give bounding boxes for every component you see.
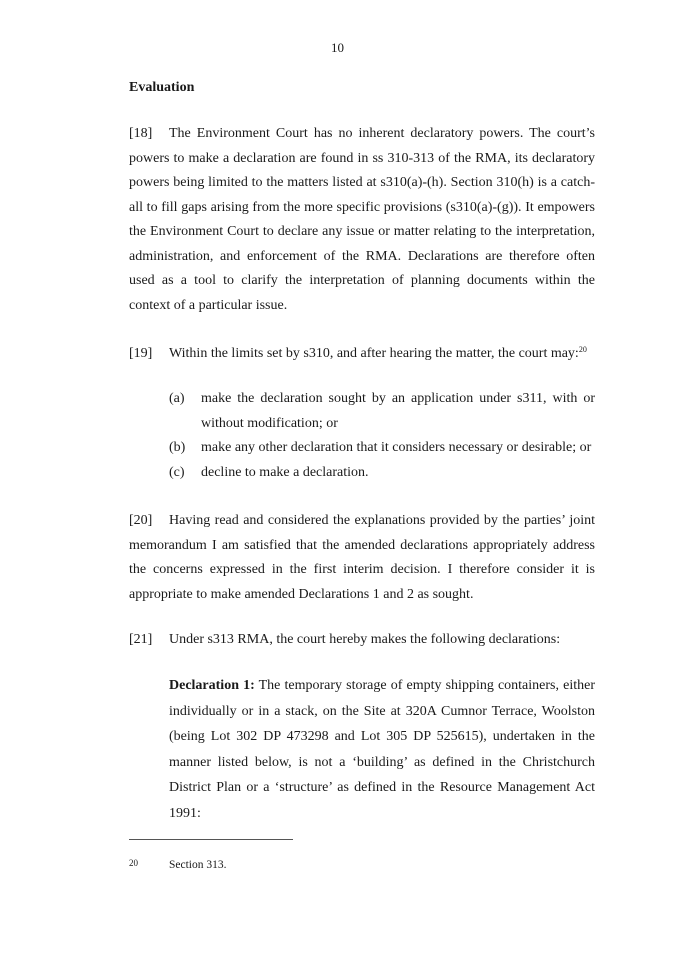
paragraph-18 [129,122,595,318]
list-item-label: (b) [169,440,186,455]
paragraph-text: The Environment Court has no inherent declaratory powers. The court’s powers to make a declaration are found in ss 310-313 of the RMA, its declaratory powers being limited to the matters listed at s310(a)-(h). Section 310(h) is a catch-all to fill gaps arising from the more specific provisions (s310(a)-(g)). It empowers the Environment Court to declare any issue or matter relating to the interpretation, administration, and enforcement of the RMA. Declarations are therefore often used as a tool to clarify the interpretation of planning documents within the context of a particular issue. [129,126,595,313]
paragraph-text: Having read and considered the explanations provided by the parties’ joint memorandum I am satisfied that the amended declarations appropriately address the concerns expressed in the first interim decision. I therefore consider it is appropriate to make amended Declarations 1 and 2 as sought. [129,513,595,602]
footnote [129,858,227,871]
paragraph-number: [18] [129,126,153,141]
paragraph-text: Within the limits set by s310, and after hearing the matter, the court may: [169,346,579,361]
footnote-text: Section 313. [169,859,227,871]
list-item-text: make the declaration sought by an application under s311, with or without modification; or [201,391,595,431]
section-heading: Evaluation [129,80,195,95]
paragraph-number: [20] [129,513,153,528]
paragraph-number: [19] [129,346,153,361]
footnote-divider [129,839,293,840]
footnote-reference[interactable]: 20 [578,345,587,354]
paragraph-19 [129,342,595,367]
declaration-title: Declaration 1: [169,678,255,693]
options-list [169,387,595,485]
paragraph-text: Under s313 RMA, the court hereby makes the following declarations: [169,632,561,647]
list-item-label: (c) [169,464,185,480]
footnote-number: 20 [129,858,138,868]
list-item-label: (a) [169,391,185,406]
list-item-text: decline to make a declaration. [201,464,369,480]
list-item-text: make any other declaration that it considers necessary or desirable; or [201,440,592,455]
declaration-1 [169,673,595,826]
list-item [169,387,595,436]
list-item [169,461,595,486]
declaration-text: The temporary storage of empty shipping containers, either individually or in a stack, on the Site at 320A Cumnor Terrace, Woolston (being Lot 302 DP 473298 and Lot 305 DP 525615), undertaken in the manner listed below, is not a ‘building’ as defined in the Christchurch District Plan or a ‘structure’ as defined in the Resource Management Act 1991: [169,678,595,821]
paragraph-number: [21] [129,632,153,647]
list-item [169,436,595,461]
paragraph-21 [129,628,595,653]
page-number: 10 [331,40,344,55]
paragraph-20 [129,509,595,607]
